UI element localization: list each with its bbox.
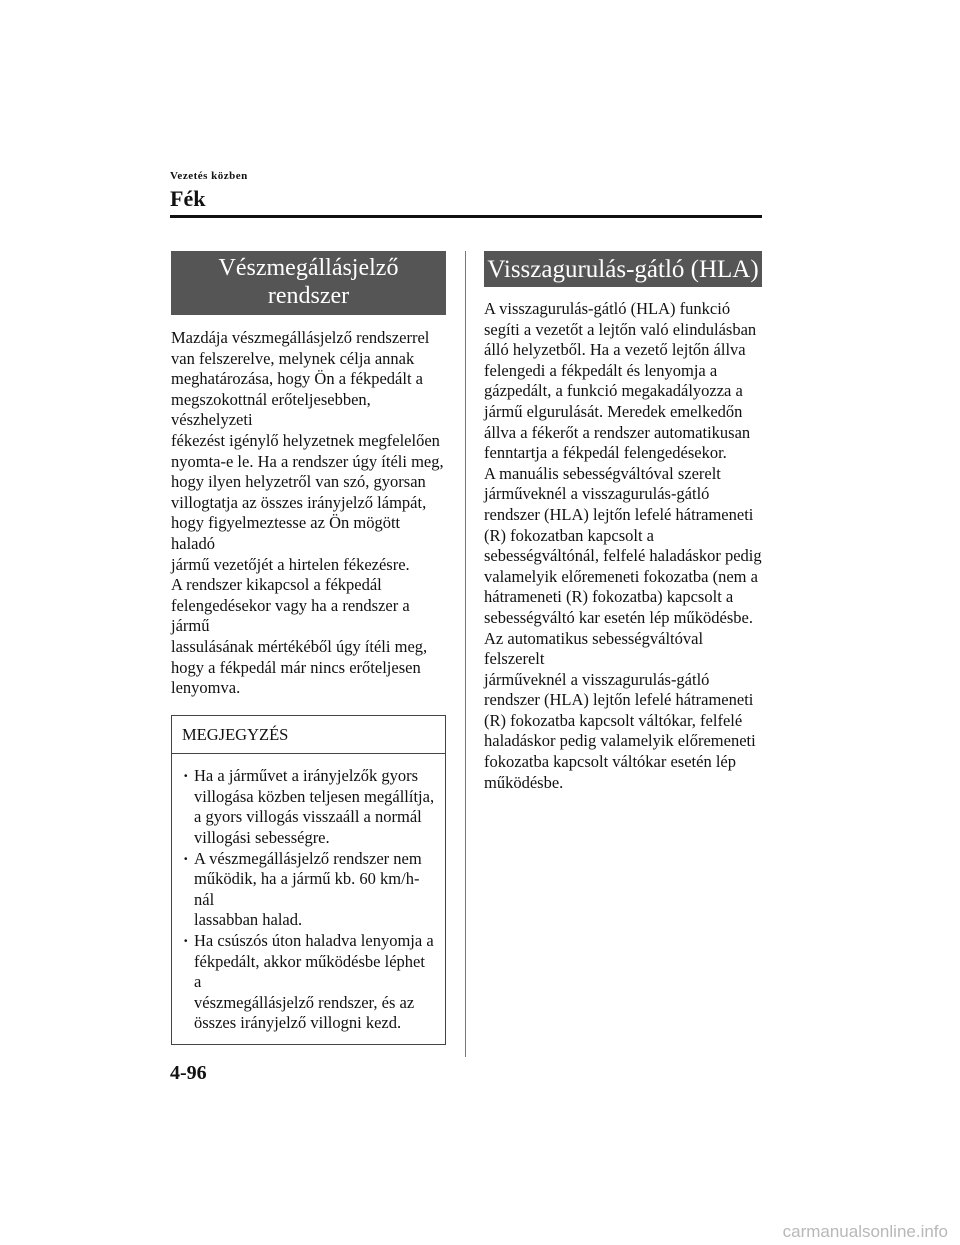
text-line: fenntartja a fékpedál felengedésekor. <box>484 443 727 463</box>
emergency-signal-heading <box>171 251 446 315</box>
text-line: jármű elgurulását. Meredek emelkedőn <box>484 401 743 421</box>
text-line: járműveknél a visszagurulás-gátló <box>484 484 710 504</box>
text-line: Ha a járművet a irányjelzők gyors <box>194 766 419 786</box>
text-line: Az automatikus sebességváltóval felszerelt <box>484 628 704 669</box>
text-line: valamelyik előremeneti fokozatba (nem a <box>484 566 758 586</box>
text-line: sebességváltónál, felfelé haladáskor pedig <box>484 546 762 566</box>
hla-paragraph-3 <box>484 629 762 794</box>
text-line: állva a fékerőt a rendszer automatikusan <box>484 422 751 442</box>
text-line: hogy figyelmeztesse az Ön mögött haladó <box>171 513 401 553</box>
text-line: villogtatja az összes irányjelző lámpát, <box>171 492 427 512</box>
text-line: működik, ha a jármű kb. 60 km/h-nál <box>194 869 420 909</box>
text-line: A rendszer kikapcsol a fékpedál <box>171 575 382 595</box>
text-line: vészmegállásjelző rendszer, és az <box>194 992 415 1012</box>
note-title: MEGJEGYZÉS <box>172 716 445 755</box>
text-line: a gyors villogás visszaáll a normál <box>194 807 422 827</box>
text-line: meghatározása, hogy Ön a fékpedált a <box>171 369 423 389</box>
text-line: sebességváltó kar esetén lép működésbe. <box>484 607 753 627</box>
page-number: 4-96 <box>170 1062 207 1084</box>
emergency-signal-paragraph-1 <box>171 328 446 575</box>
text-line: villogása közben teljesen megállítja, <box>194 786 435 806</box>
text-line: fékezést igénylő helyzetnek megfelelően <box>171 430 440 450</box>
text-line: lassulásának mértékéből úgy ítéli meg, <box>171 636 428 656</box>
note-item <box>182 766 435 848</box>
text-line: működésbe. <box>484 772 564 792</box>
section-label: Vezetés közben <box>170 170 248 182</box>
heading-line: Vészmegállásjelző <box>218 255 399 281</box>
note-item <box>182 849 435 931</box>
text-line: összes irányjelző villogni kezd. <box>194 1013 402 1033</box>
hla-paragraph-2 <box>484 464 762 629</box>
text-line: nyomta-e le. Ha a rendszer úgy ítéli meg, <box>171 451 444 471</box>
note-list <box>172 754 445 1044</box>
text-line: gázpedált, a funkció megakadályozza a <box>484 381 743 401</box>
text-line: hogy ilyen helyzetről van szó, gyorsan <box>171 472 426 492</box>
text-line: Ha csúszós úton haladva lenyomja a <box>194 931 434 951</box>
text-line: fékpedált, akkor működésbe léphet a <box>194 951 425 992</box>
text-line: lassabban halad. <box>194 910 303 930</box>
text-line: jármű vezetőjét a hirtelen fékezésre. <box>171 554 410 574</box>
text-line: Mazdája vészmegállásjelző rendszerrel <box>171 328 430 347</box>
text-line: felengedésekor vagy ha a rendszer a jármű <box>171 595 410 636</box>
text-line: rendszer (HLA) lejtőn lefelé hátrameneti <box>484 504 754 524</box>
text-line: villogási sebességre. <box>194 828 330 848</box>
header-rule <box>170 215 762 218</box>
text-line: álló helyzetből. Ha a vezető lejtőn állva <box>484 340 746 360</box>
hla-heading: Visszagurulás-gátló (HLA) <box>484 251 762 287</box>
text-line: fokozatba kapcsolt váltókar esetén lép <box>484 752 736 772</box>
text-line: haladáskor pedig valamelyik előremeneti <box>484 731 756 751</box>
chapter-title: Fék <box>170 186 206 211</box>
note-item <box>182 931 435 1034</box>
heading-line: rendszer <box>267 283 350 309</box>
text-line: A visszagurulás-gátló (HLA) funkció <box>484 299 731 318</box>
text-line: hogy a fékpedál már nincs erőteljesen <box>171 657 421 677</box>
column-divider <box>465 251 466 1057</box>
text-line: A vészmegállásjelző rendszer nem <box>194 848 422 868</box>
text-line: van felszerelve, melynek célja annak <box>171 348 415 368</box>
hla-paragraph-1 <box>484 299 762 464</box>
text-line: megszokottnál erőteljesebben, vészhelyzeti <box>171 389 371 430</box>
right-column <box>484 251 762 793</box>
note-box <box>171 715 446 1045</box>
text-line: (R) fokozatban kapcsolt a <box>484 525 654 545</box>
text-line: rendszer (HLA) lejtőn lefelé hátrameneti <box>484 690 754 710</box>
left-column <box>171 251 446 1045</box>
text-line: segíti a vezetőt a lejtőn való elindulásban <box>484 319 757 339</box>
watermark: carmanualsonline.info <box>782 1222 948 1241</box>
text-line: A manuális sebességváltóval szerelt <box>484 463 721 483</box>
text-line: (R) fokozatba kapcsolt váltókar, felfelé <box>484 710 743 730</box>
text-line: járműveknél a visszagurulás-gátló <box>484 669 710 689</box>
text-line: lenyomva. <box>171 678 241 698</box>
emergency-signal-paragraph-2 <box>171 575 446 699</box>
text-line: felengedi a fékpedált és lenyomja a <box>484 360 718 380</box>
text-line: hátrameneti (R) fokozatba) kapcsolt a <box>484 587 734 607</box>
